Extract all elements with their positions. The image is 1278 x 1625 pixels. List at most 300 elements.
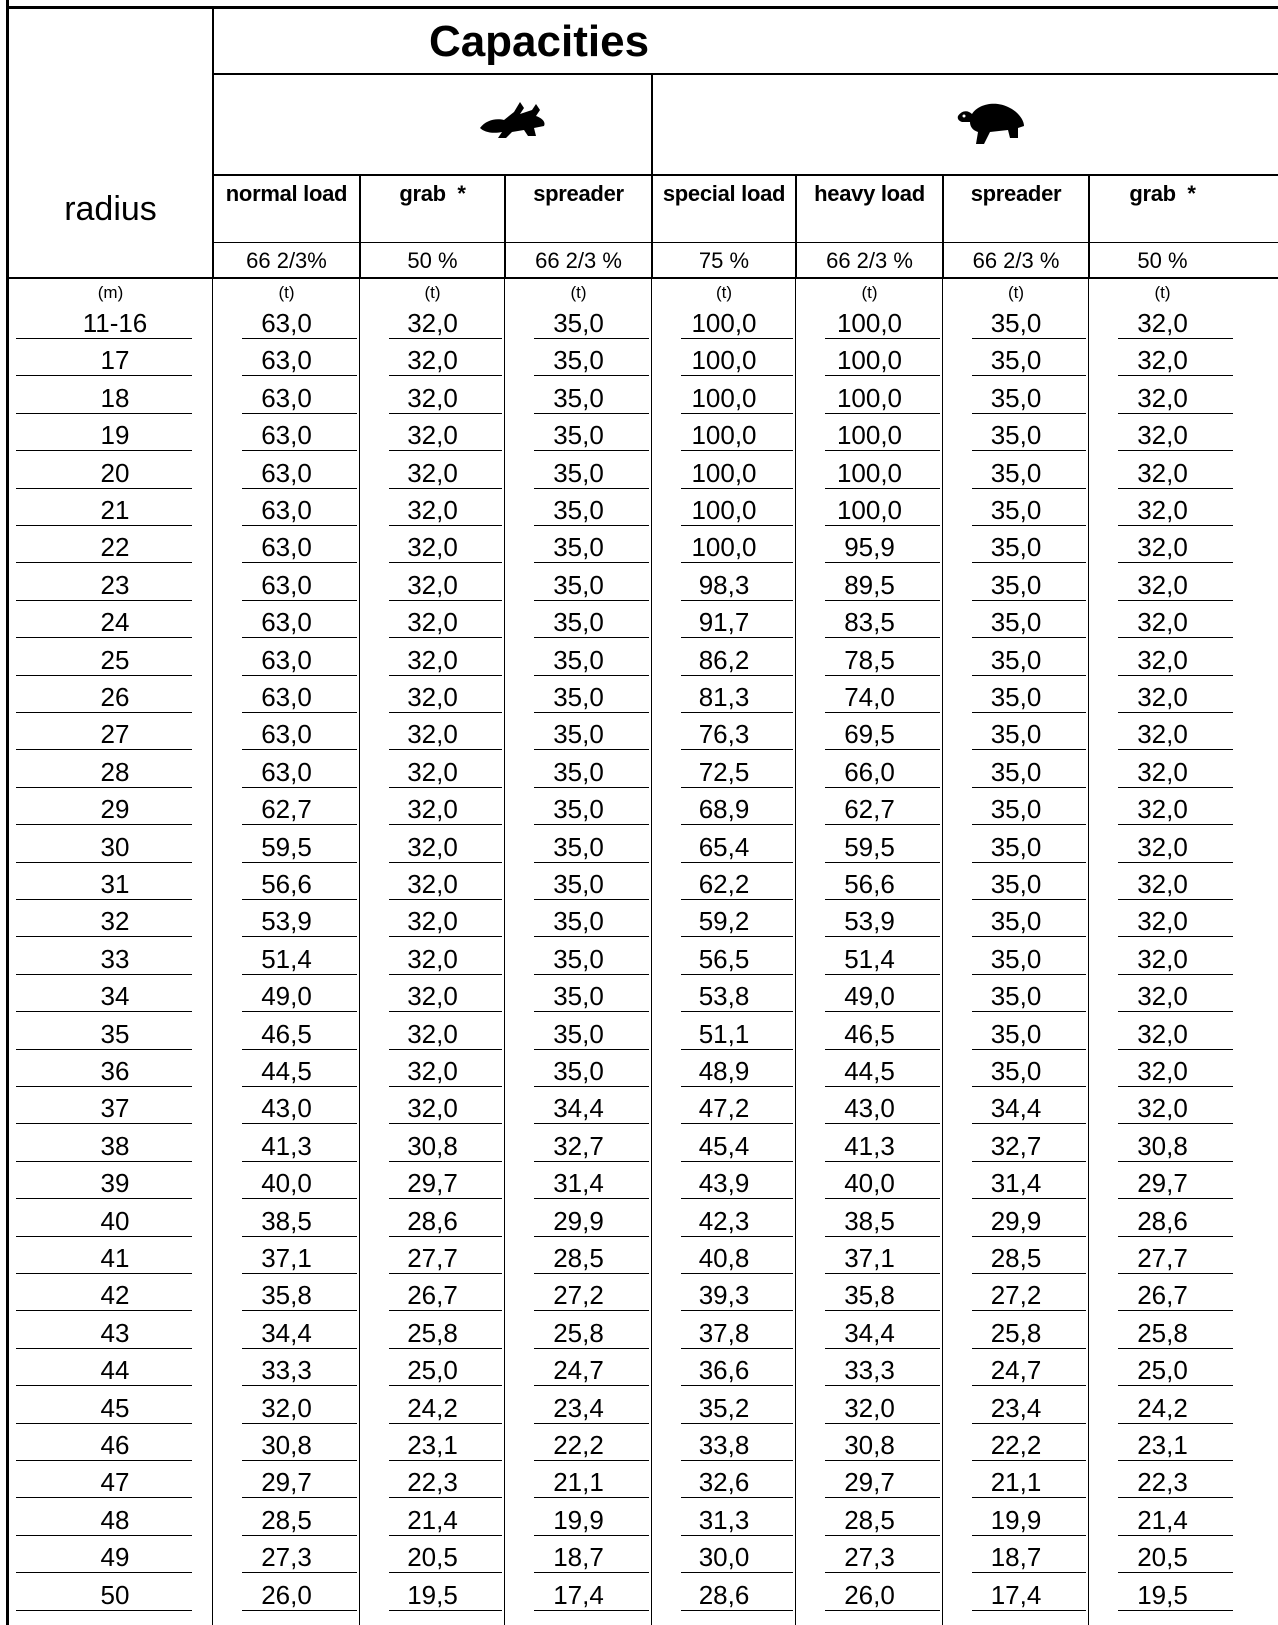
capacity-cell: 78,5	[844, 644, 895, 675]
cell-underline	[389, 1011, 502, 1012]
cell-underline	[242, 562, 357, 563]
capacity-cell: 32,7	[553, 1130, 604, 1161]
radius-cell: 46	[100, 1430, 130, 1460]
radius-underline	[16, 1123, 192, 1124]
radius-cell: 31	[100, 869, 130, 899]
radius-cell: 42	[100, 1280, 130, 1311]
capacity-cell: 35,0	[990, 682, 1042, 712]
cell-underline	[681, 600, 793, 601]
capacity-cell: 53,9	[844, 906, 895, 937]
cell-underline	[389, 1460, 502, 1461]
cell-underline	[972, 1011, 1086, 1012]
radius-cell: 45	[100, 1392, 130, 1423]
pct-spreader-fast: 66 2/3 %	[535, 248, 622, 273]
capacity-cell: 35,0	[990, 831, 1042, 862]
capacity-cell: 63,0	[261, 457, 312, 488]
cell-underline	[825, 450, 940, 451]
radius-cell: 48	[100, 1504, 130, 1535]
radius-underline	[16, 338, 192, 339]
cell-underline	[242, 338, 357, 339]
cell-underline	[242, 749, 357, 750]
cell-underline	[242, 1011, 357, 1012]
capacity-cell: 42,3	[698, 1205, 750, 1236]
cell-underline	[242, 1423, 357, 1424]
title-divider	[214, 73, 1278, 75]
capacity-cell: 27,7	[1137, 1243, 1188, 1273]
capacity-cell: 35,0	[553, 345, 604, 376]
capacity-cell: 28,6	[1137, 1205, 1188, 1236]
cell-underline	[534, 824, 649, 825]
capacity-cell: 32,0	[1137, 457, 1188, 488]
radius-underline	[16, 1460, 192, 1461]
radius-cell: 30	[100, 831, 130, 862]
radius-cell: 21	[100, 495, 130, 525]
capacity-cell: 35,0	[990, 981, 1042, 1012]
turtle-icon	[956, 96, 1028, 148]
capacity-cell: 25,8	[407, 1317, 458, 1348]
cell-underline	[534, 1385, 649, 1386]
capacity-cell: 100,0	[691, 308, 757, 338]
capacity-cell: 69,5	[844, 719, 895, 750]
capacity-cell: 26,7	[1137, 1280, 1188, 1311]
col-header-special-load: special load	[662, 181, 786, 206]
capacity-cell: 32,0	[1137, 345, 1188, 376]
capacity-cell: 89,5	[844, 569, 895, 600]
radius-cell: 34	[100, 981, 130, 1012]
capacity-cell: 32,0	[407, 794, 458, 825]
capacity-cell: 28,6	[698, 1579, 750, 1610]
cell-underline	[242, 1535, 357, 1536]
capacity-cell: 29,7	[1137, 1168, 1188, 1199]
cell-underline	[534, 936, 649, 937]
cell-underline	[1118, 375, 1233, 376]
capacity-cell: 56,6	[844, 869, 895, 899]
capacity-cell: 40,8	[698, 1243, 750, 1273]
cell-underline	[972, 1273, 1086, 1274]
capacity-cell: 46,5	[844, 1018, 895, 1049]
cell-underline	[681, 1198, 793, 1199]
pct-normal-load: 66 2/3%	[246, 248, 327, 273]
capacity-cell: 19,9	[990, 1504, 1042, 1535]
capacity-cell: 32,0	[407, 495, 458, 525]
col-header-grab-fast: grab *	[399, 181, 466, 206]
cell-underline	[242, 375, 357, 376]
capacity-cell: 47,2	[698, 1093, 750, 1124]
capacity-cell: 19,5	[1137, 1579, 1188, 1610]
radius-cell: 41	[100, 1243, 130, 1273]
capacity-cell: 28,5	[261, 1504, 312, 1535]
cell-underline	[1118, 787, 1233, 788]
cell-underline	[389, 862, 502, 863]
cell-underline	[972, 488, 1086, 489]
cell-underline	[242, 488, 357, 489]
cell-underline	[972, 338, 1086, 339]
cell-underline	[389, 1123, 502, 1124]
capacity-cell: 32,0	[844, 1392, 895, 1423]
capacity-cell: 63,0	[261, 495, 312, 525]
cell-underline	[825, 600, 940, 601]
cell-underline	[972, 1460, 1086, 1461]
radius-cell: 32	[100, 906, 130, 937]
capacity-cell: 91,7	[698, 607, 750, 638]
cell-underline	[1118, 1161, 1233, 1162]
rabbit-icon	[476, 98, 550, 144]
capacity-cell: 32,0	[407, 569, 458, 600]
cell-underline	[825, 1198, 940, 1199]
cell-underline	[1118, 1460, 1233, 1461]
capacity-cell: 32,0	[1137, 495, 1188, 525]
cell-underline	[681, 1572, 793, 1573]
cell-underline	[242, 450, 357, 451]
cell-underline	[389, 637, 502, 638]
capacity-cell: 33,3	[261, 1355, 312, 1386]
cell-underline	[242, 899, 357, 900]
cell-underline	[972, 1086, 1086, 1087]
cell-underline	[1118, 338, 1233, 339]
cell-underline	[825, 1497, 940, 1498]
cell-underline	[1118, 1123, 1233, 1124]
cell-underline	[681, 675, 793, 676]
capacity-cell: 32,0	[407, 756, 458, 787]
cell-underline	[681, 525, 793, 526]
cell-underline	[825, 787, 940, 788]
cell-underline	[389, 824, 502, 825]
capacity-cell: 35,0	[553, 831, 604, 862]
radius-underline	[16, 899, 192, 900]
capacity-cell: 23,4	[553, 1392, 604, 1423]
capacity-cell: 34,4	[261, 1317, 312, 1348]
cell-underline	[242, 1198, 357, 1199]
capacity-cell: 100,0	[836, 345, 903, 376]
capacity-cell: 25,0	[407, 1355, 458, 1386]
capacity-cell: 86,2	[698, 644, 750, 675]
unit-spreader-fast: (t)	[570, 283, 587, 302]
cell-underline	[389, 936, 502, 937]
radius-underline	[16, 1535, 192, 1536]
capacity-cell: 35,0	[553, 569, 604, 600]
cell-underline	[534, 637, 649, 638]
capacity-cell: 30,8	[844, 1430, 895, 1460]
cell-underline	[825, 1385, 940, 1386]
capacity-cell: 59,2	[698, 906, 750, 937]
cell-underline	[534, 338, 649, 339]
cell-underline	[389, 974, 502, 975]
capacity-cell: 25,0	[1137, 1355, 1188, 1386]
cell-underline	[825, 1535, 940, 1536]
cell-underline	[1118, 712, 1233, 713]
cell-underline	[972, 1497, 1086, 1498]
cell-underline	[972, 712, 1086, 713]
capacity-cell: 32,0	[407, 420, 458, 451]
cell-underline	[972, 637, 1086, 638]
radius-cell: 47	[100, 1467, 130, 1498]
cell-underline	[681, 338, 793, 339]
cell-underline	[681, 749, 793, 750]
capacity-cell: 28,5	[990, 1243, 1042, 1273]
cell-underline	[534, 1236, 649, 1237]
radius-underline	[16, 824, 192, 825]
cell-underline	[534, 488, 649, 489]
radius-underline	[16, 862, 192, 863]
radius-cell: 44	[100, 1355, 130, 1386]
capacity-cell: 53,8	[698, 981, 750, 1012]
capacity-cell: 31,4	[990, 1168, 1042, 1199]
capacity-cell: 51,1	[698, 1018, 750, 1049]
capacity-cell: 23,4	[990, 1392, 1042, 1423]
unit-special-load: (t)	[715, 283, 733, 302]
radius-cell: 22	[100, 532, 130, 563]
capacity-cell: 27,3	[261, 1542, 312, 1573]
cell-underline	[389, 899, 502, 900]
capacity-cell: 35,0	[553, 644, 604, 675]
radius-underline	[16, 675, 192, 676]
cell-underline	[972, 562, 1086, 563]
capacity-cell: 35,0	[990, 906, 1042, 937]
capacity-cell: 32,0	[407, 719, 458, 750]
radius-underline	[16, 1086, 192, 1087]
capacity-cell: 36,6	[698, 1355, 750, 1386]
radius-underline	[16, 1385, 192, 1386]
cell-underline	[825, 899, 940, 900]
cell-underline	[681, 824, 793, 825]
cell-underline	[681, 1423, 793, 1424]
cell-underline	[825, 974, 940, 975]
capacity-cell: 35,8	[261, 1280, 312, 1311]
radius-cell: 35	[100, 1018, 130, 1049]
capacity-cell: 32,0	[407, 1018, 458, 1049]
capacity-cell: 35,0	[990, 756, 1042, 787]
cell-underline	[972, 824, 1086, 825]
cell-underline	[1118, 600, 1233, 601]
cell-underline	[972, 1385, 1086, 1386]
cell-underline	[825, 1310, 940, 1311]
radius-underline	[16, 1198, 192, 1199]
cell-underline	[972, 1123, 1086, 1124]
cell-underline	[1118, 450, 1233, 451]
capacity-cell: 49,0	[261, 981, 312, 1012]
cell-underline	[242, 974, 357, 975]
cell-underline	[389, 1572, 502, 1573]
capacity-cell: 35,0	[990, 382, 1042, 413]
radius-underline	[16, 1161, 192, 1162]
radius-underline	[16, 712, 192, 713]
capacity-cell: 32,0	[1137, 644, 1188, 675]
capacity-cell: 35,0	[553, 1018, 604, 1049]
body-col-separator	[359, 279, 360, 1625]
capacity-cell: 35,0	[553, 308, 604, 338]
capacity-cell: 32,0	[1137, 607, 1188, 638]
cell-underline	[534, 675, 649, 676]
unit-normal-load: (t)	[278, 283, 295, 302]
radius-cell: 27	[100, 719, 130, 750]
cell-underline	[972, 899, 1086, 900]
cell-underline	[825, 637, 940, 638]
radius-underline	[16, 936, 192, 937]
cell-underline	[389, 525, 502, 526]
cell-underline	[534, 1086, 649, 1087]
radius-cell: 36	[100, 1056, 130, 1086]
cell-underline	[681, 562, 793, 563]
cell-underline	[389, 1086, 502, 1087]
cell-underline	[389, 562, 502, 563]
cell-underline	[534, 1610, 649, 1611]
capacity-cell: 32,0	[407, 869, 458, 899]
radius-underline	[16, 974, 192, 975]
capacity-cell: 22,3	[1137, 1467, 1188, 1498]
cell-underline	[825, 1273, 940, 1274]
cell-underline	[534, 862, 649, 863]
capacity-cell: 46,5	[261, 1018, 312, 1049]
cell-underline	[534, 1423, 649, 1424]
cell-underline	[825, 1460, 940, 1461]
cell-underline	[534, 1310, 649, 1311]
cell-underline	[242, 1385, 357, 1386]
radius-underline	[16, 1423, 192, 1424]
capacity-cell: 35,0	[553, 607, 604, 638]
capacity-cell: 56,5	[698, 943, 750, 974]
cell-underline	[972, 936, 1086, 937]
capacity-cell: 32,0	[407, 981, 458, 1012]
pct-grab-slow: 50 %	[1137, 248, 1188, 273]
capacity-cell: 20,5	[407, 1542, 458, 1573]
pct-grab-fast: 50 %	[407, 248, 458, 273]
capacity-cell: 20,5	[1137, 1542, 1188, 1573]
capacity-cell: 32,0	[407, 607, 458, 638]
capacity-cell: 35,2	[698, 1392, 750, 1423]
cell-underline	[825, 525, 940, 526]
capacity-cell: 53,9	[261, 906, 312, 937]
cell-underline	[972, 974, 1086, 975]
radius-underline	[16, 600, 192, 601]
capacity-cell: 56,6	[261, 869, 312, 899]
capacity-cell: 29,9	[990, 1205, 1042, 1236]
cell-underline	[389, 488, 502, 489]
capacity-cell: 26,7	[407, 1280, 458, 1311]
capacity-cell: 40,0	[844, 1168, 895, 1199]
capacity-cell: 35,0	[553, 382, 604, 413]
radius-underline	[16, 562, 192, 563]
pct-spreader-slow: 66 2/3 %	[972, 248, 1060, 273]
capacity-cell: 31,3	[698, 1504, 750, 1535]
radius-column-divider	[212, 9, 214, 277]
cell-underline	[972, 600, 1086, 601]
cell-underline	[1118, 862, 1233, 863]
cell-underline	[534, 450, 649, 451]
capacity-cell: 37,8	[698, 1317, 750, 1348]
cell-underline	[242, 1348, 357, 1349]
cell-underline	[681, 1049, 793, 1050]
cell-underline	[1118, 413, 1233, 414]
capacity-cell: 66,0	[844, 756, 895, 787]
cell-underline	[1118, 1497, 1233, 1498]
col-header-spreader-fast: spreader	[533, 181, 624, 206]
capacity-cell: 32,0	[1137, 794, 1188, 825]
cell-underline	[972, 413, 1086, 414]
cell-underline	[972, 1572, 1086, 1573]
capacity-cell: 62,7	[261, 794, 312, 825]
radius-cell: 24	[100, 607, 130, 638]
capacity-cell: 32,0	[1137, 869, 1188, 899]
cell-underline	[1118, 749, 1233, 750]
cell-underline	[681, 1385, 793, 1386]
cell-underline	[972, 1161, 1086, 1162]
cell-underline	[534, 1161, 649, 1162]
cell-underline	[972, 1348, 1086, 1349]
table-title: Capacities	[428, 17, 650, 66]
cell-underline	[1118, 1086, 1233, 1087]
radius-underline	[16, 1348, 192, 1349]
capacity-cell: 35,0	[990, 495, 1042, 525]
capacity-cell: 35,0	[553, 943, 604, 974]
capacity-cell: 23,1	[1137, 1430, 1188, 1460]
cell-underline	[1118, 1348, 1233, 1349]
col-header-spreader-slow: spreader	[970, 181, 1062, 206]
capacity-cell: 25,8	[990, 1317, 1042, 1348]
pct-heavy-load: 66 2/3 %	[826, 248, 913, 273]
capacity-cell: 100,0	[836, 308, 903, 338]
cell-underline	[534, 375, 649, 376]
cell-underline	[389, 1535, 502, 1536]
cell-underline	[681, 1161, 793, 1162]
capacity-cell: 21,1	[990, 1467, 1042, 1498]
capacity-cell: 26,0	[261, 1579, 312, 1610]
capacity-cell: 63,0	[261, 532, 312, 563]
cell-underline	[242, 1123, 357, 1124]
capacity-cell: 23,1	[407, 1430, 458, 1460]
cell-underline	[389, 787, 502, 788]
capacity-cell: 45,4	[698, 1130, 750, 1161]
cell-underline	[1118, 1198, 1233, 1199]
capacity-cell: 29,9	[553, 1205, 604, 1236]
radius-cell: 39	[100, 1168, 130, 1199]
capacity-cell: 72,5	[698, 756, 750, 787]
cell-underline	[1118, 675, 1233, 676]
cell-underline	[1118, 1310, 1233, 1311]
capacity-cell: 35,0	[990, 420, 1042, 451]
capacity-cell: 33,8	[698, 1430, 750, 1460]
capacity-cell: 37,1	[844, 1243, 895, 1273]
capacity-cell: 17,4	[553, 1579, 604, 1610]
capacity-cell: 29,7	[261, 1467, 312, 1498]
cell-underline	[389, 1049, 502, 1050]
cell-underline	[1118, 562, 1233, 563]
capacity-cell: 32,0	[1137, 1056, 1188, 1086]
cell-underline	[1118, 525, 1233, 526]
body-col-separator	[942, 279, 943, 1625]
cell-underline	[825, 562, 940, 563]
capacity-cell: 35,0	[990, 644, 1042, 675]
cell-underline	[825, 749, 940, 750]
body-col-separator	[1088, 279, 1089, 1625]
radius-cell: 23	[100, 569, 130, 600]
radius-underline	[16, 1497, 192, 1498]
cell-underline	[389, 1348, 502, 1349]
cell-underline	[972, 525, 1086, 526]
capacity-cell: 24,2	[407, 1392, 458, 1423]
capacity-cell: 30,8	[407, 1130, 458, 1161]
body-col-separator	[651, 279, 652, 1625]
capacity-cell: 30,0	[698, 1542, 750, 1573]
radius-cell: 17	[100, 345, 130, 376]
radius-underline	[16, 375, 192, 376]
capacity-cell: 35,0	[990, 345, 1042, 376]
cell-underline	[681, 1123, 793, 1124]
cell-underline	[1118, 1385, 1233, 1386]
capacity-cell: 40,0	[261, 1168, 312, 1199]
capacity-cell: 39,3	[698, 1280, 750, 1311]
cell-underline	[972, 1535, 1086, 1536]
cell-underline	[681, 1273, 793, 1274]
